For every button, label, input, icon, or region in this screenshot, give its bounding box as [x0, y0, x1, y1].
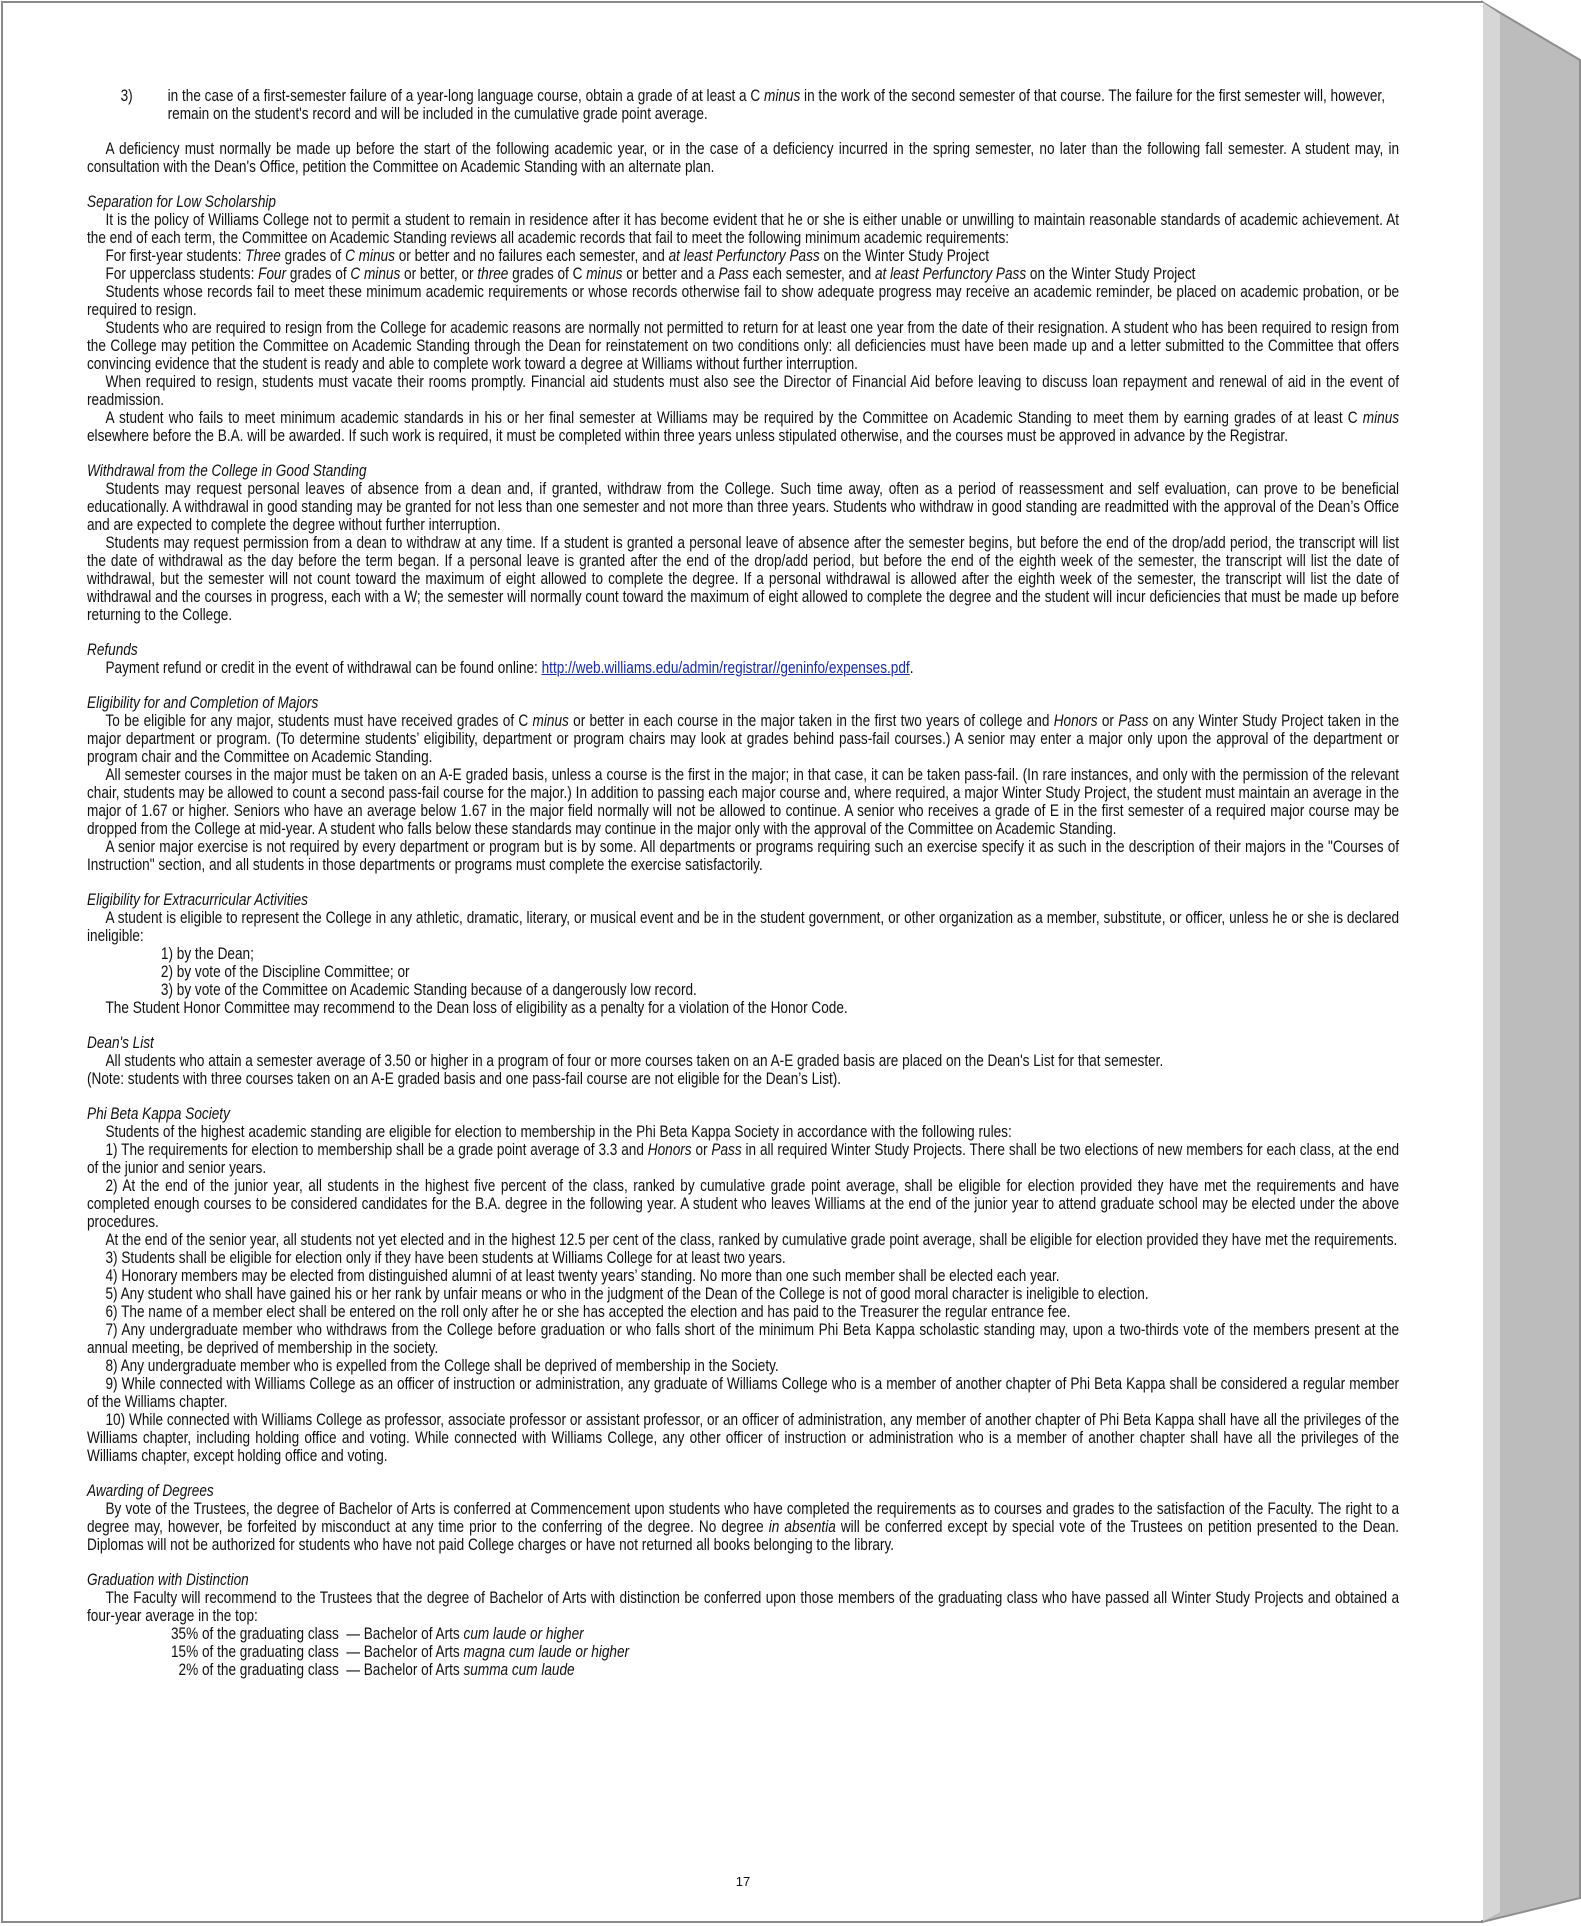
pbk-rule-10: 10) While connected with Williams College as professor, associate professor or assistant professor, or an officer of administration, any member of another chapter of Phi Beta Kappa shall have all the privileges of the Williams chapter, including holding office and voting. While connected with Williams College, any other officer of instruction or administration who is a member of another chapter shall have all the privileges of the Williams chapter, except holding office and voting. [87, 1411, 1400, 1465]
expenses-link[interactable]: http://web.williams.edu/admin/registrar//geninfo/expenses.pdf [541, 659, 910, 677]
upperclass-requirement: For upperclass students: Four grades of C minus or better, or three grades of C minus or better and a Pass each semester, and at least Perfunctory Pass on the Winter Study Project [105, 265, 1196, 283]
section-heading-extracurricular: Eligibility for Extracurricular Activities [87, 891, 308, 909]
requirement-item-3 [87, 87, 1399, 123]
distinction-paragraph: The Faculty will recommend to the Trustees that the degree of Bachelor of Arts with distinction be conferred upon those members of the graduating class who have passed all Winter Study Projects and obtained a four-year average in the top: [87, 1589, 1400, 1625]
deans-list-note: (Note: students with three courses taken on an A-E graded basis and one pass-fail course are not eligible for the Dean’s List). [87, 1070, 842, 1088]
item-number: 3) [120, 87, 133, 105]
majors-paragraph-2: All semester courses in the major must be taken on an A-E graded basis, unless a course is the first in the major; in that case, it can be taken pass-fail. (In rare instances, and only with the permission of the relevant chair, students may be allowed to count a second pass-fail course for the major.) In addition to passing each major course and, where required, a major Winter Study Project, the student must maintain an average in the major of 1.67 or higher. Seniors who have an average below 1.67 in the major field normally will not be allowed to continue. A senior who receives a grade of E in the first semester of a required major course may be dropped from the College at mid-year. A student who falls below these standards may continue in the major only with the approval of the Committee on Academic Standing. [87, 766, 1400, 838]
distinction-row: 2% of the graduating class — Bachelor of Arts summa cum laude [171, 1661, 575, 1679]
ineligibility-item: 1) by the Dean; [160, 945, 254, 963]
separation-paragraph-4: When required to resign, students must vacate their rooms promptly. Financial aid students must also see the Director of Financial Aid before leaving to discuss loan repayment and renewal of aid in the event of readmission. [87, 373, 1400, 409]
pbk-rule-1: 1) The requirements for election to membership shall be a grade point average of 3.3 and Honors or Pass in all required Winter Study Projects. There shall be two elections of new members for each class, at the end of the junior and senior years. [87, 1141, 1400, 1177]
section-heading-degrees: Awarding of Degrees [87, 1482, 214, 1500]
section-heading-deans-list: Dean's List [87, 1034, 154, 1052]
deficiency-paragraph: A deficiency must normally be made up before the start of the following academic year, or in the case of a deficiency incurred in the spring semester, no later than the following fall semester. A student may, in consultation with the Dean's Office, petition the Committee on Academic Standing with an alternate plan. [87, 140, 1400, 176]
extracurricular-paragraph-1: A student is eligible to represent the College in any athletic, dramatic, literary, or musical event and be in the student government, or other organization as a member, substitute, or officer, unless he or she is declared ineligible: [87, 909, 1400, 945]
withdrawal-paragraph-1: Students may request personal leaves of absence from a dean and, if granted, withdraw from the College. Such time away, often as a period of reassessment and self evaluation, can prove to be beneficial educationally. A withdrawal in good standing may be granted for not less than one semester and not more than three years. Students who withdraw in good standing are readmitted with the approval of the Dean’s Office and are expected to complete the degree without further interruption. [87, 480, 1400, 534]
pbk-rule-4: 4) Honorary members may be elected from distinguished alumni of at least twenty years’ standing. No more than one such member shall be elected each year. [105, 1267, 1060, 1285]
distinction-row: 35% of the graduating class — Bachelor of Arts cum laude or higher [171, 1625, 584, 1643]
section-heading-majors: Eligibility for and Completion of Majors [87, 694, 319, 712]
extracurricular-paragraph-2: The Student Honor Committee may recommend to the Dean loss of eligibility as a penalty for a violation of the Honor Code. [105, 999, 848, 1017]
separation-paragraph-3: Students who are required to resign from the College for academic reasons are normally not permitted to return for at least one year from the date of their resignation. A student who has been required to resign from the College may petition the Committee on Academic Standing through the Dean for reinstatement on two conditions only: all deficiencies must have been made up and a letter submitted to the Committee that offers convincing evidence that the student is ready and able to complete work toward a degree at Williams without further interruption. [87, 319, 1400, 373]
distinction-row: 15% of the graduating class — Bachelor of Arts magna cum laude or higher [171, 1643, 630, 1661]
section-heading-separation: Separation for Low Scholarship [87, 193, 276, 211]
pbk-rule-3: 3) Students shall be eligible for election only if they have been students at Williams College for at least two years. [105, 1249, 786, 1267]
majors-paragraph-1: To be eligible for any major, students must have received grades of C minus or better in each course in the major taken in the first two years of college and Honors or Pass on any Winter Study Project taken in the major department or program. (To determine students’ eligibility, department or program chairs may look at grades behind pass-fail courses.) A senior may enter a major only upon the approval of the department or program chair and the Committee on Academic Standing. [87, 712, 1400, 766]
item-text: in the case of a first-semester failure of a year-long language course, obtain a grade of at least a C minus in the work of the second semester of that course. The failure for the first semester will, however, remain on the student's record and will be included in the cumulative grade point average. [167, 87, 1385, 123]
pbk-rule-2-senior: At the end of the senior year, all students not yet elected and in the highest 12.5 per cent of the class, ranked by cumulative grade point average, shall be eligible for election provided they have met the requirements. [105, 1231, 1398, 1249]
pbk-rule-6: 6) The name of a member elect shall be entered on the roll only after he or she has accepted the election and has paid to the Treasurer the regular entrance fee. [105, 1303, 1071, 1321]
withdrawal-paragraph-2: Students may request permission from a dean to withdraw at any time. If a student is granted a personal leave of absence after the semester begins, but before the end of the drop/add period, the transcript will list the date of withdrawal as the day before the term began. If a personal leave is granted after the end of the drop/add period, but before the end of the eighth week of the semester, the transcript will list the date of withdrawal, but the semester will not count toward the maximum of eight allowed to complete the degree. If a personal withdrawal is allowed after the eighth week of the semester, the transcript will list the date of withdrawal and the courses in progress, each with a W; the semester will normally count toward the maximum of eight allowed to complete the degree and the student will incur deficiencies that must be made up before returning to the College. [87, 534, 1400, 624]
deans-list-paragraph: All students who attain a semester average of 3.50 or higher in a program of four or more courses taken on an A-E graded basis are placed on the Dean's List for that semester. [105, 1052, 1164, 1070]
document-page [3, 3, 1483, 1920]
pbk-intro: Students of the highest academic standing are eligible for election to membership in the Phi Beta Kappa Society in accordance with the following rules: [105, 1123, 1012, 1141]
degrees-paragraph: By vote of the Trustees, the degree of Bachelor of Arts is conferred at Commencement upon students who have completed the requirements as to courses and grades to the satisfaction of the Faculty. The right to a degree may, however, be forfeited by misconduct at any time prior to the conferring of the degree. No degree in absentia will be conferred except by special vote of the Trustees on petition presented to the Dean. Diplomas will not be authorized for students who have not paid College charges or have not returned all books belonging to the library. [87, 1500, 1400, 1554]
pbk-rule-9: 9) While connected with Williams College as an officer of instruction or administration, any graduate of Williams College who is a member of another chapter of Phi Beta Kappa shall be considered a regular member of the Williams chapter. [87, 1375, 1400, 1411]
section-heading-phi-beta-kappa: Phi Beta Kappa Society [87, 1105, 230, 1123]
separation-paragraph-1: It is the policy of Williams College not to permit a student to remain in residence after it has become evident that he or she is either unable or unwilling to maintain reasonable standards of academic achievement. At the end of each term, the Committee on Academic Standing reviews all academic records that fail to meet the following minimum academic requirements: [87, 211, 1400, 247]
section-heading-refunds: Refunds [87, 641, 138, 659]
ineligibility-item: 2) by vote of the Discipline Committee; or [160, 963, 410, 981]
first-year-requirement: For first-year students: Three grades of C minus or better and no failures each semester, and at least Perfunctory Pass on the Winter Study Project [105, 247, 990, 265]
refunds-paragraph: Payment refund or credit in the event of withdrawal can be found online: http://web.williams.edu/admin/registrar//geninfo/expenses.pdf. [105, 659, 914, 677]
separation-paragraph-2: Students whose records fail to meet these minimum academic requirements or whose records otherwise fail to show adequate progress may receive an academic reminder, be placed on academic probation, or be required to resign. [87, 283, 1400, 319]
page-body [87, 87, 1399, 1679]
section-heading-withdrawal: Withdrawal from the College in Good Standing [87, 462, 367, 480]
pbk-rule-5: 5) Any student who shall have gained his or her rank by unfair means or who in the judgment of the Dean of the College is not of good moral character is ineligible to election. [105, 1285, 1149, 1303]
pbk-rule-8: 8) Any undergraduate member who is expelled from the College shall be deprived of membership in the Society. [105, 1357, 779, 1375]
page-number: 17 [735, 1874, 751, 1889]
pbk-rule-7: 7) Any undergraduate member who withdraws from the College before graduation or who falls short of the minimum Phi Beta Kappa scholastic standing may, upon a two-thirds vote of the members present at the annual meeting, be deprived of membership in the society. [87, 1321, 1400, 1357]
pbk-rule-2: 2) At the end of the junior year, all students in the highest five percent of the class, ranked by cumulative grade point average, shall be eligible for election provided they have met the requirements and have completed enough courses to be considered candidates for the B.A. degree in the following year. A student who leaves Williams at the end of the junior year to attend graduate school may be elected under the above procedures. [87, 1177, 1400, 1231]
ineligibility-item: 3) by vote of the Committee on Academic Standing because of a dangerously low record. [160, 981, 697, 999]
section-heading-distinction: Graduation with Distinction [87, 1571, 249, 1589]
separation-paragraph-5: A student who fails to meet minimum academic standards in his or her final semester at Williams may be required by the Committee on Academic Standing to meet them by earning grades of at least C minus elsewhere before the B.A. will be awarded. If such work is required, it must be completed within three years unless stipulated otherwise, and the courses must be approved in advance by the Registrar. [87, 409, 1400, 445]
majors-paragraph-3: A senior major exercise is not required by every department or program but is by some. All departments or programs requiring such an exercise specify it as such in the description of their majors in the "Courses of Instruction" section, and all students in those departments or programs must complete the exercise satisfactorily. [87, 838, 1400, 874]
